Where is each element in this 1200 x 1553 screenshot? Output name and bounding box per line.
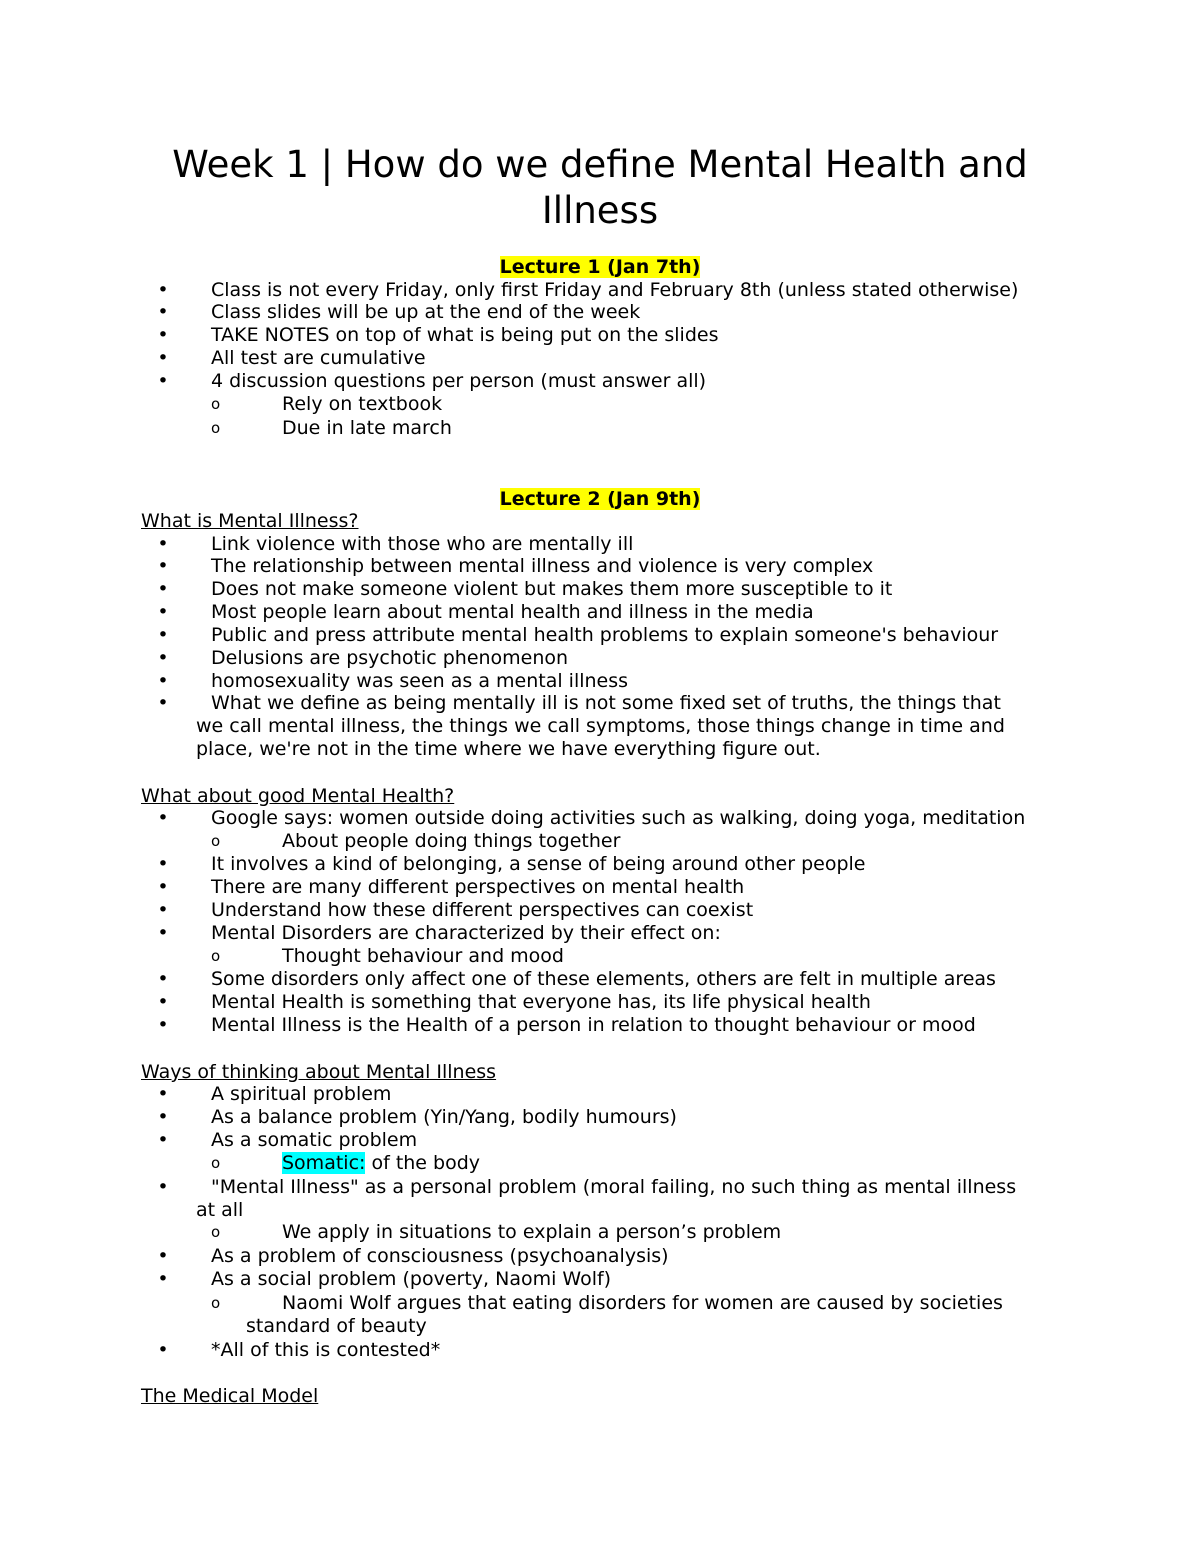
list-item-text: Google says: women outside doing activities such as walking, doing yoga, meditation (211, 807, 1026, 829)
bullet-icon: • (157, 853, 169, 875)
somatic-definition: of the body (365, 1152, 481, 1174)
bullet-icon: • (157, 876, 169, 898)
section-heading-mental-illness: What is Mental Illness? (141, 510, 359, 532)
list-item-text: 4 discussion questions per person (must answer all) (211, 370, 707, 392)
list-item-text: Some disorders only affect one of these elements, others are felt in multiple areas (211, 968, 996, 990)
list-item-text: About people doing things together (282, 830, 621, 852)
bullet-icon: • (157, 555, 169, 577)
bullet-icon: • (157, 279, 169, 301)
bullet-icon: • (157, 301, 169, 323)
sub-bullet-icon: o (211, 832, 221, 850)
bullet-icon: • (157, 1129, 169, 1151)
bullet-icon: • (157, 347, 169, 369)
list-item-text: As a somatic problem (211, 1129, 418, 1151)
list-item-continuation: place, we're not in the time where we have everything figure out. (196, 738, 821, 760)
bullet-icon: • (157, 533, 169, 555)
bullet-icon: • (157, 1106, 169, 1128)
list-item-text: Mental Disorders are characterized by their effect on: (211, 922, 721, 944)
bullet-icon: • (157, 1014, 169, 1036)
list-item-text: TAKE NOTES on top of what is being put on the slides (211, 324, 719, 346)
list-item-text: It involves a kind of belonging, a sense of being around other people (211, 853, 866, 875)
list-item-text: Does not make someone violent but makes them more susceptible to it (211, 578, 893, 600)
list-item-text: The relationship between mental illness and violence is very complex (211, 555, 874, 577)
bullet-icon: • (157, 1083, 169, 1105)
section-heading-good-mental-health: What about good Mental Health? (141, 785, 455, 807)
sub-bullet-icon: o (211, 947, 221, 965)
sub-bullet-icon: o (211, 1223, 221, 1241)
list-item-text: As a problem of consciousness (psychoanalysis) (211, 1245, 669, 1267)
list-item-text: Most people learn about mental health and illness in the media (211, 601, 814, 623)
list-item-text: A spiritual problem (211, 1083, 392, 1105)
bullet-icon: • (157, 1268, 169, 1290)
list-item-continuation: standard of beauty (246, 1315, 427, 1337)
list-item-text: Thought behaviour and mood (282, 945, 564, 967)
list-item-continuation: we call mental illness, the things we call symptoms, those things change in time and (196, 715, 1005, 737)
bullet-icon: • (157, 1245, 169, 1267)
list-item-text: There are many different perspectives on mental health (211, 876, 745, 898)
list-item-text: Mental Illness is the Health of a person in relation to thought behaviour or mood (211, 1014, 976, 1036)
bullet-icon: • (157, 807, 169, 829)
bullet-icon: • (157, 601, 169, 623)
list-item-text (282, 1152, 480, 1175)
section-heading-ways-of-thinking: Ways of thinking about Mental Illness (141, 1061, 497, 1083)
sub-bullet-icon: o (211, 395, 221, 413)
list-item-text: Naomi Wolf argues that eating disorders for women are caused by societies (282, 1292, 1003, 1314)
list-item-continuation: at all (196, 1199, 244, 1221)
list-item-text: Rely on textbook (282, 393, 443, 415)
bullet-icon: • (157, 1176, 169, 1198)
bullet-icon: • (157, 991, 169, 1013)
bullet-icon: • (157, 922, 169, 944)
list-item-text: *All of this is contested* (211, 1339, 441, 1361)
bullet-icon: • (157, 899, 169, 921)
list-item-text: Class slides will be up at the end of the week (211, 301, 641, 323)
list-item-text: "Mental Illness" as a personal problem (moral failing, no such thing as mental illness (211, 1176, 1017, 1198)
bullet-icon: • (157, 324, 169, 346)
list-item-text: Delusions are psychotic phenomenon (211, 647, 569, 669)
list-item-text: Public and press attribute mental health problems to explain someone's behaviour (211, 624, 999, 646)
list-item-text: All test are cumulative (211, 347, 426, 369)
bullet-icon: • (157, 692, 169, 714)
sub-bullet-icon: o (211, 1294, 221, 1312)
list-item-text: Due in late march (282, 417, 452, 439)
list-item-text: Class is not every Friday, only first Friday and February 8th (unless stated otherwise) (211, 279, 1019, 301)
lecture-1-heading-text: Lecture 1 (Jan 7th) (499, 256, 701, 278)
list-item-text: Understand how these different perspectives can coexist (211, 899, 754, 921)
lecture-2-heading-text: Lecture 2 (Jan 9th) (499, 488, 701, 510)
bullet-icon: • (157, 1339, 169, 1361)
lecture-1-heading (0, 255, 1200, 279)
bullet-icon: • (157, 370, 169, 392)
list-item-text: As a social problem (poverty, Naomi Wolf) (211, 1268, 612, 1290)
list-item-text: Mental Health is something that everyone has, its life physical health (211, 991, 871, 1013)
sub-bullet-icon: o (211, 419, 221, 437)
bullet-icon: • (157, 670, 169, 692)
lecture-2-heading (0, 487, 1200, 511)
list-item-text: As a balance problem (Yin/Yang, bodily humours) (211, 1106, 677, 1128)
section-heading-medical-model: The Medical Model (141, 1385, 319, 1407)
bullet-icon: • (157, 968, 169, 990)
list-item-text: Link violence with those who are mentally ill (211, 533, 634, 555)
list-item-text: homosexuality was seen as a mental illness (211, 670, 629, 692)
somatic-highlight: Somatic: (282, 1152, 366, 1174)
list-item-text: We apply in situations to explain a person’s problem (282, 1221, 782, 1243)
page-title: Week 1 | How do we define Mental Health and Illness (172, 143, 1028, 232)
list-item-text: What we define as being mentally ill is not some fixed set of truths, the things that (211, 692, 1001, 714)
bullet-icon: • (157, 624, 169, 646)
bullet-icon: • (157, 647, 169, 669)
bullet-icon: • (157, 578, 169, 600)
sub-bullet-icon: o (211, 1154, 221, 1172)
